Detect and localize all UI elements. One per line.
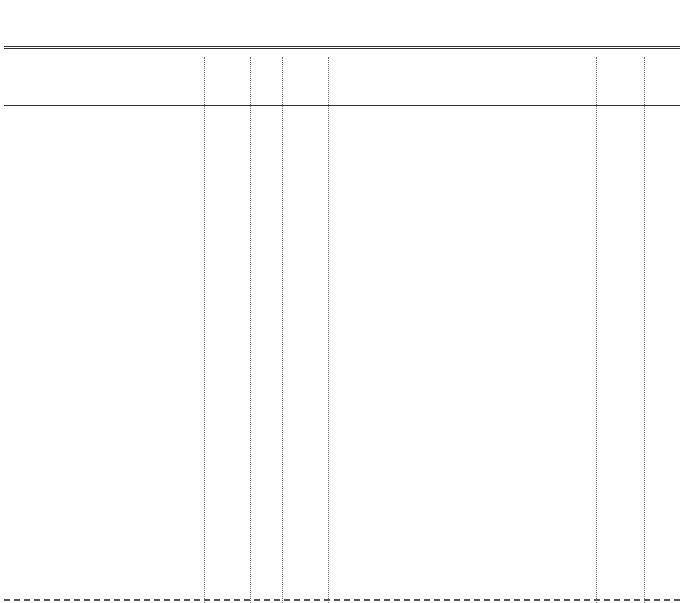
annex-table: [4, 46, 680, 603]
table-header: [4, 55, 680, 106]
document-header: [0, 0, 683, 2]
